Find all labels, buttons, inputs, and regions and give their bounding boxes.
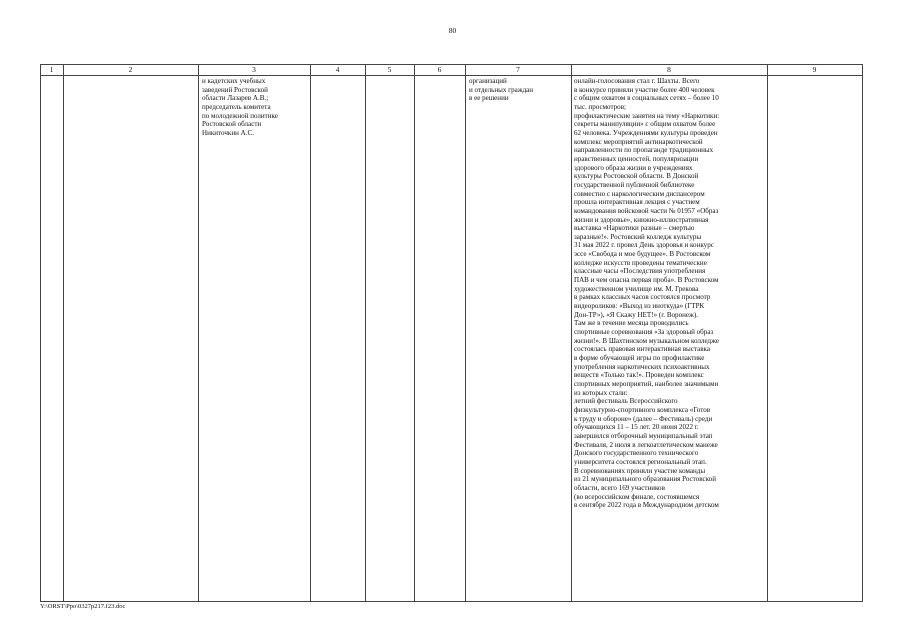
text-line: комплекс мероприятий антинаркотической — [574, 137, 703, 146]
text-line: Там же в течение месяца проводились — [574, 319, 689, 328]
text-line: в рамках классных часов состоялся просмотр — [574, 293, 711, 302]
text-line: летний фестиваль Всероссийского — [574, 397, 678, 406]
text-line: ПАВ и чем опасна первая проба». В Ростовском — [574, 276, 719, 285]
text-line: культуры Ростовской области. В Донской — [574, 172, 699, 181]
column-border — [571, 65, 572, 601]
text-line: председатель комитета — [202, 102, 271, 111]
text-line: Донского государственного технического — [574, 449, 699, 458]
column-border — [198, 65, 199, 601]
text-line: заведений Ростовской — [202, 85, 268, 94]
column-border — [465, 65, 466, 601]
file-path-footer: Y:\ORST\Ppo\0327p217.f23.doc — [40, 603, 126, 610]
text-line: из 21 муниципального образования Ростовской — [574, 475, 716, 484]
text-line: профилактические занятия на тему «Наркотики: — [574, 111, 720, 120]
text-line: прошла интерактивная лекция с участием — [574, 198, 700, 207]
page-number: 80 — [448, 26, 457, 35]
text-line: (во всероссийском финале, состоявшемся — [574, 492, 700, 501]
text-line: эссе «Свобода и мое будущее». В Ростовском — [574, 250, 711, 259]
column-border — [862, 65, 863, 601]
text-line: в сентябре 2022 года в Международном детском — [574, 501, 719, 510]
text-line: 62 человека. Учреждениями культуры проведен — [574, 128, 718, 137]
text-line: тыс. просмотров; — [574, 102, 626, 111]
text-line: Никиточкин А.С. — [202, 128, 254, 137]
column-number-5: 5 — [387, 65, 392, 74]
text-line: обучающихся 11 – 15 лет. 20 июня 2022 г. — [574, 423, 699, 432]
text-line: к труду и обороне» (далее – Фестиваль) среди — [574, 414, 713, 423]
text-line: Дон-ТР»), «Я Скажу НЕТ!» (г. Воронеж). — [574, 310, 698, 319]
text-line: веществ «Только так!». Проведен комплекс — [574, 371, 704, 380]
text-line: видеороликов: «Выход из иноткуда» (ГТРК — [574, 302, 705, 311]
text-line: колледже искусств проведены тематические — [574, 258, 707, 267]
text-line: и отдельных граждан — [469, 85, 534, 94]
column-border — [63, 65, 64, 601]
text-line: организаций — [469, 77, 507, 85]
activity-table — [40, 64, 863, 602]
text-line: по молодежной политике — [202, 111, 278, 120]
text-line: завершился отборочный муниципальный этап — [574, 431, 713, 440]
header-divider — [40, 75, 863, 76]
results-description-cell — [574, 77, 719, 510]
column-border — [414, 65, 415, 601]
text-line: онлайн-голосования стал г. Шахты. Всего — [574, 77, 700, 85]
text-line: Фестиваля, 2 июля в легкоатлетическом манеже — [574, 440, 718, 449]
column-number-8: 8 — [667, 65, 671, 74]
text-line: здорового образа жизни в учреждениях — [574, 163, 693, 172]
text-line: спортивные соревнования «За здоровый образ — [574, 328, 714, 337]
text-line: в ее решении — [469, 94, 509, 103]
text-line: жизни!». В Шахтинском музыкальном колледже — [574, 336, 720, 345]
column-border — [40, 65, 41, 601]
text-line: области, всего 169 участников — [574, 483, 665, 492]
text-line: командования войсковой части № 01957 «Образ — [574, 206, 719, 215]
text-line: 31 мая 2022 г. провел День здоровья и конкурс — [574, 241, 714, 250]
responsible-persons-cell — [202, 77, 278, 138]
text-line: государственной публичной библиотеке — [574, 180, 695, 189]
text-line: заразные!». Ростовский колледж культуры — [574, 232, 702, 241]
text-line: университета состоялся региональный этап. — [574, 457, 707, 466]
text-line: спортивных мероприятий, наиболее значимыми — [574, 379, 719, 388]
text-line: физкультурно-спортивного комплекса «Готов — [574, 405, 711, 414]
column-number-2: 2 — [128, 65, 133, 74]
column-border — [310, 65, 311, 601]
text-line: выставка «Наркотики разные – смертью — [574, 224, 695, 233]
text-line: с общим охватом в социальных сетях – более 10 — [574, 94, 719, 103]
column-border — [767, 65, 768, 601]
column-number-1: 1 — [49, 65, 54, 74]
text-line: нравственных ценностей, популяризации — [574, 154, 699, 163]
text-line: секреты манипуляции» с общим охватом более — [574, 120, 716, 129]
column-number-7: 7 — [516, 65, 520, 74]
column-border — [365, 65, 366, 601]
column-number-6: 6 — [437, 65, 442, 74]
text-line: в форме обучающей игры по профилактике — [574, 354, 705, 362]
text-line: употребления наркотических психоактивных — [574, 362, 710, 371]
participants-cell — [469, 77, 533, 103]
text-line: направленности по пропаганде традиционных — [574, 146, 714, 155]
text-line: состоялась правовая интерактивная выставка — [574, 345, 710, 354]
text-line: совместно с наркологическим диспансером — [574, 189, 705, 198]
text-line: классные часы «Последствия употребления — [574, 267, 706, 276]
column-number-3: 3 — [252, 65, 256, 74]
text-line: В соревнованиях приняли участие команды — [574, 466, 706, 475]
text-line: Ростовской области — [202, 120, 262, 129]
text-line: художественном училище им. М. Грекова — [574, 284, 699, 293]
text-line: области Лазарев А.В.; — [202, 94, 269, 103]
text-line: из которых стали: — [574, 388, 628, 397]
column-number-4: 4 — [335, 65, 340, 74]
text-line: в конкурсе приняли участие более 400 человек — [574, 85, 715, 94]
column-number-9: 9 — [812, 65, 817, 74]
text-line: и кадетских учебных — [202, 77, 266, 85]
text-line: жизни и здоровье», книжно-иллюстративная — [574, 215, 709, 224]
